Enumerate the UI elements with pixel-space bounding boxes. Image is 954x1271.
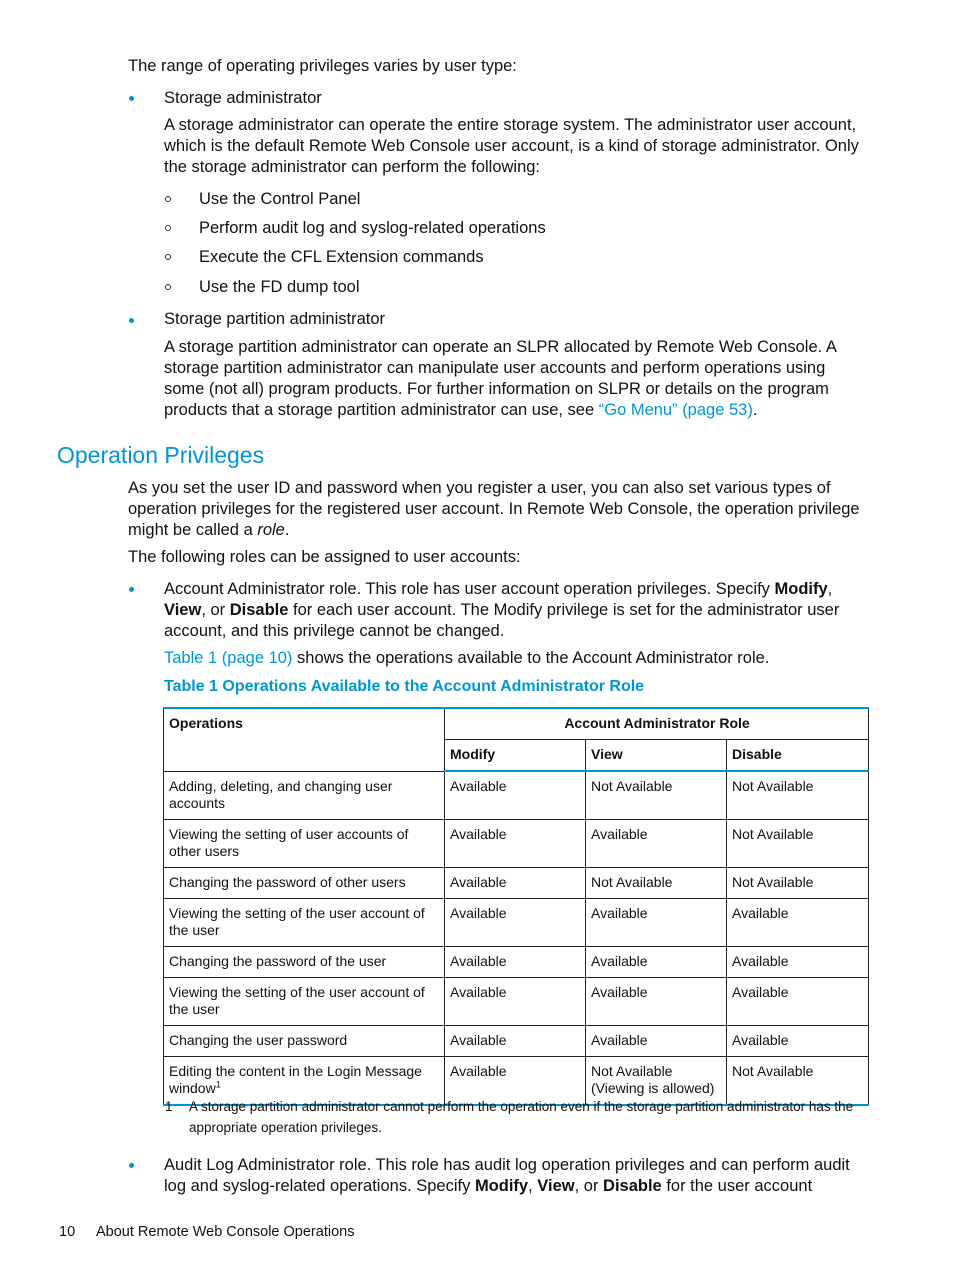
cell-modify: Available xyxy=(445,898,586,946)
bullet-dot xyxy=(129,587,134,592)
cell-operation: Changing the password of the user xyxy=(164,946,445,977)
header-view: View xyxy=(586,740,727,772)
storage-admin-action: Use the FD dump tool xyxy=(199,278,360,296)
cell-view: Available xyxy=(586,1025,727,1056)
cell-view: Not Available xyxy=(586,867,727,898)
footnote-text: A storage partition administrator cannot perform the operation even if the storage partition administrator has the appropriate operation privileges. xyxy=(189,1099,854,1135)
roles-intro: The following roles can be assigned to user accounts: xyxy=(128,548,521,566)
table-row xyxy=(164,771,869,819)
section-paragraph: As you set the user ID and password when you register a user, you can also set various types of operation privileges for the registered user account. In Remote Web Console, the operation privilege might be called a role. xyxy=(128,479,860,539)
table-row xyxy=(164,898,869,946)
cell-modify: Available xyxy=(445,867,586,898)
cell-modify: Available xyxy=(445,946,586,977)
cell-operation: Viewing the setting of the user account of the user xyxy=(164,977,445,1025)
cell-modify: Available xyxy=(445,1025,586,1056)
sub-bullet xyxy=(165,225,171,231)
bullet-dot xyxy=(129,96,134,101)
footnote-ref: 1 xyxy=(215,1078,221,1089)
header-modify: Modify xyxy=(445,740,586,772)
cell-modify: Available xyxy=(445,771,586,819)
cell-modify: Available xyxy=(445,1056,586,1105)
cell-view: Available xyxy=(586,819,727,867)
cell-modify: Available xyxy=(445,819,586,867)
cell-operation: Adding, deleting, and changing user accounts xyxy=(164,771,445,819)
intro-paragraph: The range of operating privileges varies by user type: xyxy=(128,57,517,75)
sub-bullet xyxy=(165,196,171,202)
bullet-dot xyxy=(129,318,134,323)
table-row xyxy=(164,819,869,867)
cell-operation: Editing the content in the Login Message window$^1$ xyxy=(164,1056,445,1105)
cell-view: Available xyxy=(586,946,727,977)
section-title: Operation Privileges xyxy=(57,442,265,468)
user-type-storage-admin: Storage administrator xyxy=(164,89,322,107)
sub-bullet xyxy=(165,254,171,260)
table-row xyxy=(164,867,869,898)
cell-disable: Available xyxy=(727,898,869,946)
cell-operation: Changing the user password xyxy=(164,1025,445,1056)
cell-disable: Not Available xyxy=(727,819,869,867)
table-row xyxy=(164,946,869,977)
header-disable: Disable xyxy=(727,740,869,772)
bullet-dot xyxy=(129,1163,134,1168)
cell-disable: Available xyxy=(727,946,869,977)
user-type-partition-admin: Storage partition administrator xyxy=(164,310,386,328)
page-number: 10 xyxy=(59,1224,76,1240)
partition-admin-description: A storage partition administrator can operate an SLPR allocated by Remote Web Console. A storage partition administrator can manipulate user accounts and perform operations using some (not all) program products. For further information on SLPR or details on the program products that a storage partition administrator can use, see “Go Menu” (page 53). xyxy=(164,338,836,419)
cell-disable: Available xyxy=(727,1025,869,1056)
storage-admin-description: A storage administrator can operate the entire storage system. The administrator user account, which is the default Remote Web Console user account, is a kind of storage administrator. Only the storage administrator can perform the following: xyxy=(164,116,859,176)
table-1-link[interactable]: Table 1 (page 10) xyxy=(164,649,293,667)
cell-disable: Not Available xyxy=(727,771,869,819)
storage-admin-action: Perform audit log and syslog-related operations xyxy=(199,219,546,237)
table-row xyxy=(164,1025,869,1056)
storage-admin-action: Use the Control Panel xyxy=(199,190,361,208)
footnote-marker: 1 xyxy=(165,1099,173,1114)
cell-modify: Available xyxy=(445,977,586,1025)
cell-disable: Not Available xyxy=(727,867,869,898)
storage-admin-action: Execute the CFL Extension commands xyxy=(199,248,484,266)
header-operations: Operations xyxy=(164,708,445,771)
cell-view: Available xyxy=(586,898,727,946)
table-row xyxy=(164,977,869,1025)
go-menu-link[interactable]: “Go Menu” (page 53) xyxy=(598,401,753,419)
cell-view: Available xyxy=(586,977,727,1025)
account-admin-role: Account Administrator role. This role has user account operation privileges. Specify Modify, View, or Disable for each user account. The Modify privilege is set for the administrator user account, and this privilege cannot be changed. xyxy=(164,580,840,640)
sub-bullet xyxy=(165,284,171,290)
chapter-title: About Remote Web Console Operations xyxy=(96,1224,355,1240)
cell-view: Not Available xyxy=(586,771,727,819)
audit-log-admin-role: Audit Log Administrator role. This role has audit log operation privileges and can perform audit log and syslog-related operations. Specify Modify, View, or Disable for the user account xyxy=(164,1156,850,1195)
operations-table xyxy=(163,707,869,1106)
cell-disable: Not Available xyxy=(727,1056,869,1105)
header-account-admin-role: Account Administrator Role xyxy=(445,708,869,740)
cell-operation: Viewing the setting of the user account of the user xyxy=(164,898,445,946)
cell-disable: Available xyxy=(727,977,869,1025)
cell-operation: Changing the password of other users xyxy=(164,867,445,898)
cell-view: Not Available (Viewing is allowed) xyxy=(586,1056,727,1105)
table-caption: Table 1 Operations Available to the Account Administrator Role xyxy=(164,678,645,695)
table-reference: Table 1 (page 10) shows the operations available to the Account Administrator role. xyxy=(164,649,770,667)
cell-operation: Viewing the setting of user accounts of other users xyxy=(164,819,445,867)
